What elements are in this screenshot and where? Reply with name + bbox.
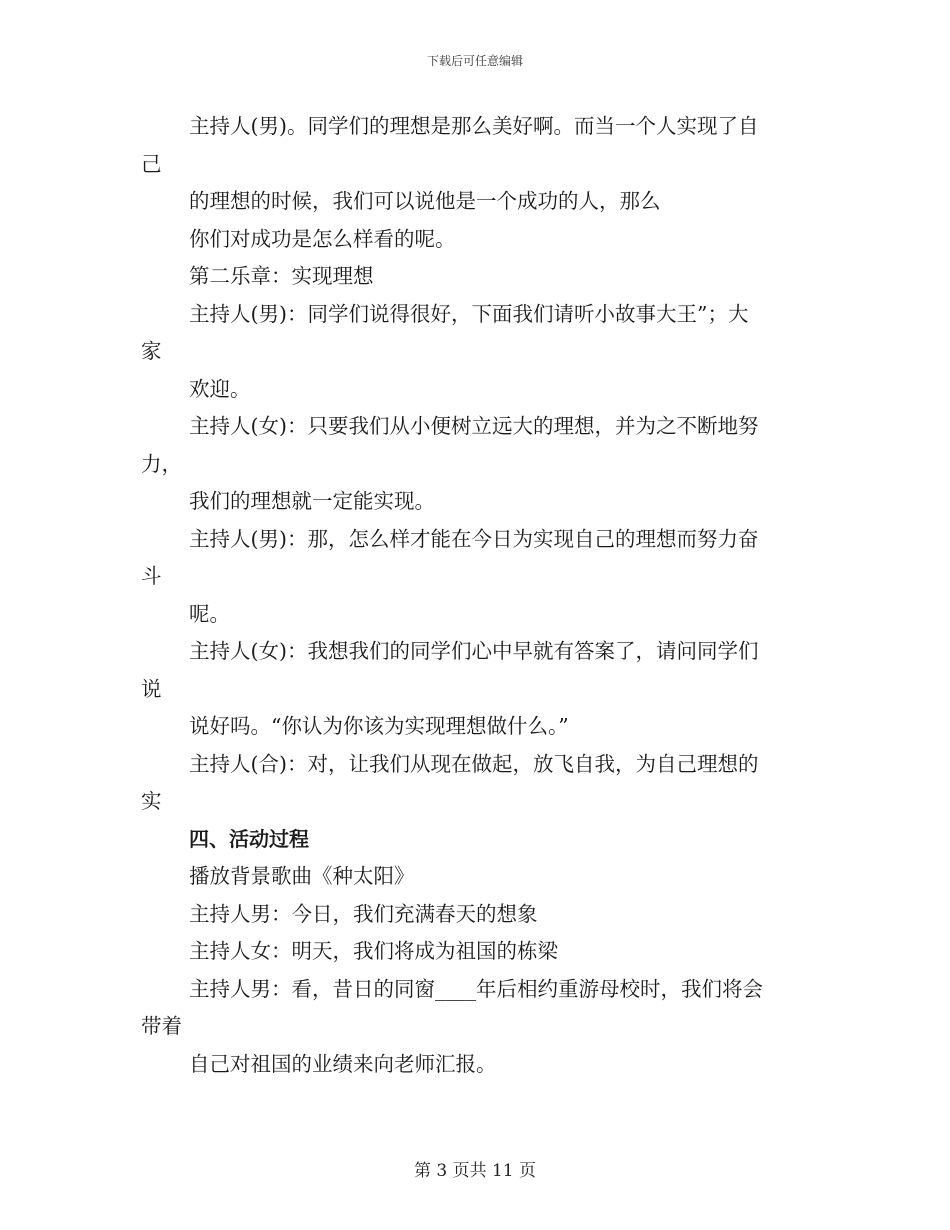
text-line: 带着 — [141, 1014, 182, 1038]
text-line: 说 — [141, 676, 162, 701]
text-line: 主持人男：今日，我们充满春天的想象 — [189, 901, 538, 926]
text-line: 斗 — [141, 564, 162, 588]
text-line: 主持人(男)。同学们的理想是那么美好啊。而当一个人实现了自 — [189, 114, 759, 138]
text-line: 主持人男：看，昔日的同窗____年后相约重游母校时，我们将会 — [189, 976, 763, 1001]
text-line: 主持人女：明天，我们将成为祖国的栋梁 — [189, 939, 558, 963]
text-line: 力， — [141, 451, 182, 476]
text-line: 主持人(女)：只要我们从小便树立远大的理想，并为之不断地努 — [189, 414, 759, 438]
text-line: 主持人(合)：对，让我们从现在做起，放飞自我，为自己理想的 — [189, 751, 759, 776]
page-header: 下载后可任意编辑 — [426, 54, 523, 68]
text-line: 家 — [141, 339, 162, 363]
text-line: 呢。 — [189, 601, 230, 626]
text-line: 主持人(女)：我想我们的同学们心中早就有答案了，请问同学们 — [189, 639, 759, 663]
text-line: 的理想的时候，我们可以说他是一个成功的人，那么 — [189, 189, 661, 213]
page-number: 第 3 页共 11 页 — [413, 1161, 537, 1181]
text-line: 实 — [141, 789, 162, 813]
text-line: 我们的理想就一定能实现。 — [189, 489, 435, 513]
text-line: 主持人(男)：同学们说得很好，下面我们请听小故事大王”；大 — [189, 301, 749, 326]
text-line: 你们对成功是怎么样看的呢。 — [189, 226, 456, 251]
text-line: 主持人(男)：那，怎么样才能在今日为实现自己的理想而努力奋 — [189, 526, 759, 551]
text-line: 播放背景歌曲《种太阳》 — [189, 864, 415, 888]
text-line: 第二乐章：实现理想 — [189, 264, 374, 288]
text-line: 自己对祖国的业绩来向老师汇报。 — [189, 1051, 497, 1076]
section-heading: 四、活动过程 — [189, 826, 309, 851]
text-line: 说好吗。“你认为你该为实现理想做什么。” — [189, 714, 569, 738]
document-body — [0, 108, 950, 1083]
text-line: 欢迎。 — [189, 376, 251, 401]
text-line: 己 — [141, 151, 162, 176]
